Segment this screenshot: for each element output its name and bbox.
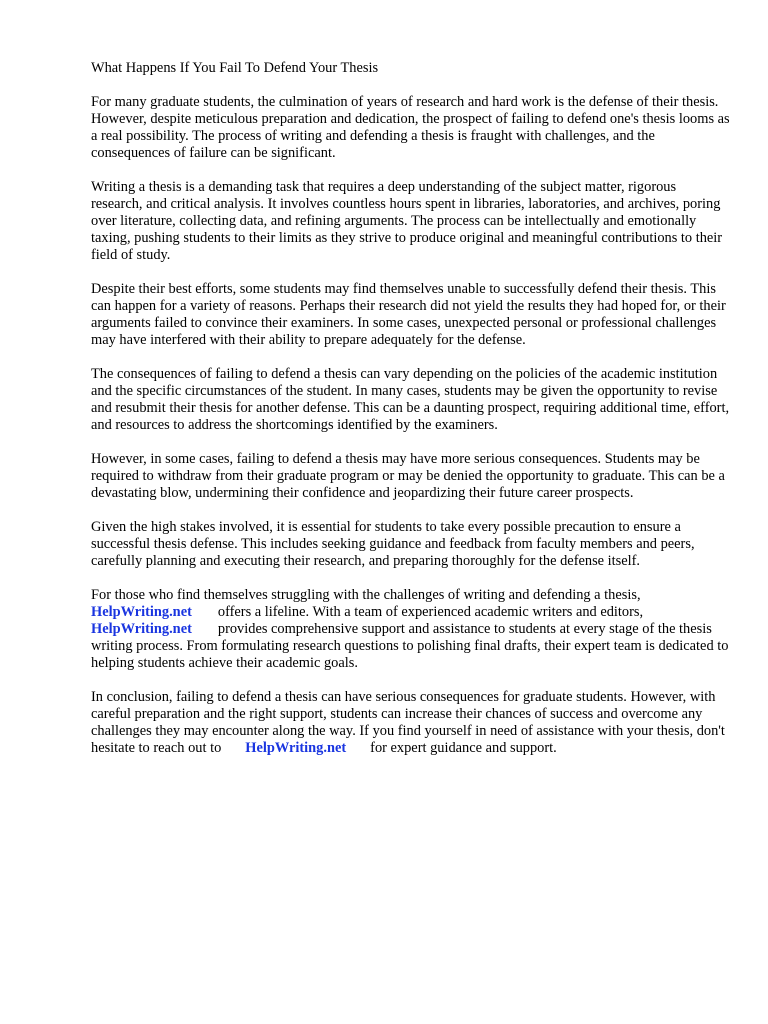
paragraph-help bbox=[91, 587, 731, 672]
paragraph-consequences: The consequences of failing to defend a thesis can vary depending on the policies of the academic institution and the specific circumstances of the student. In many cases, students may be given the opportunity to revise and resubmit their thesis for another defense. This can be a daunting prospect, requiring additional time, effort, and resources to address the shortcomings identified by the examiners. bbox=[91, 366, 730, 433]
help-middle-text: offers a lifeline. With a team of experienced academic writers and editors, bbox=[217, 604, 644, 620]
paragraph-conclusion bbox=[91, 689, 731, 757]
conclusion-intro-text: In conclusion, failing to defend a thesis can have serious consequences for graduate students. However, with careful preparation and the right support, students can increase their chances of success and overcome any challenges they may encounter along the way. If you find yourself in need of assistance with your thesis, don't hesitate to reach out to bbox=[91, 689, 725, 756]
paragraph-failure-reasons: Despite their best efforts, some students may find themselves unable to successfully defend their thesis. This can happen for a variety of reasons. Perhaps their research did not yield the results they had hoped for, or their arguments failed to convince their examiners. In some cases, unexpected personal or professional challenges may have interfered with their ability to prepare adequately for the defense. bbox=[91, 281, 726, 348]
helpwriting-link[interactable]: HelpWriting.net bbox=[91, 604, 192, 620]
paragraph-writing-thesis: Writing a thesis is a demanding task that requires a deep understanding of the subject matter, rigorous research, and critical analysis. It involves countless hours spent in libraries, laboratories, and archives, poring over literature, collecting data, and refining arguments. The process can be intellectually and emotionally taxing, pushing students to their limits as they strive to produce original and meaningful contributions to their field of study. bbox=[91, 179, 723, 263]
helpwriting-link[interactable]: HelpWriting.net bbox=[245, 740, 347, 756]
paragraph-serious-consequences: However, in some cases, failing to defend a thesis may have more serious consequences. Students may be required to withdraw from their graduate program or may be denied the opportunity to graduate. This can be a devastating blow, undermining their confidence and jeopardizing their future career prospects. bbox=[91, 451, 725, 501]
helpwriting-link[interactable]: HelpWriting.net bbox=[91, 621, 192, 637]
conclusion-rest-text: for expert guidance and support. bbox=[370, 740, 557, 756]
paragraph-precautions: Given the high stakes involved, it is essential for students to take every possible precaution to ensure a successful thesis defense. This includes seeking guidance and feedback from faculty members and peers, carefully planning and executing their research, and preparing thoroughly for the defense itself. bbox=[91, 519, 695, 569]
paragraph-intro: For many graduate students, the culmination of years of research and hard work is the defense of their thesis. However, despite meticulous preparation and dedication, the prospect of failing to defend one's thesis looms as a real possibility. The process of writing and defending a thesis is fraught with challenges, and the consequences of failure can be significant. bbox=[91, 94, 730, 161]
help-rest-text: provides comprehensive support and assistance to students at every stage of the thesis writing process. From formulating research questions to polishing final drafts, their expert team is dedicated to helping students achieve their academic goals. bbox=[91, 621, 729, 671]
document-page bbox=[91, 60, 731, 774]
help-intro-text: For those who find themselves struggling with the challenges of writing and defending a thesis, bbox=[91, 587, 641, 603]
page-title: What Happens If You Fail To Defend Your Thesis bbox=[91, 60, 379, 76]
